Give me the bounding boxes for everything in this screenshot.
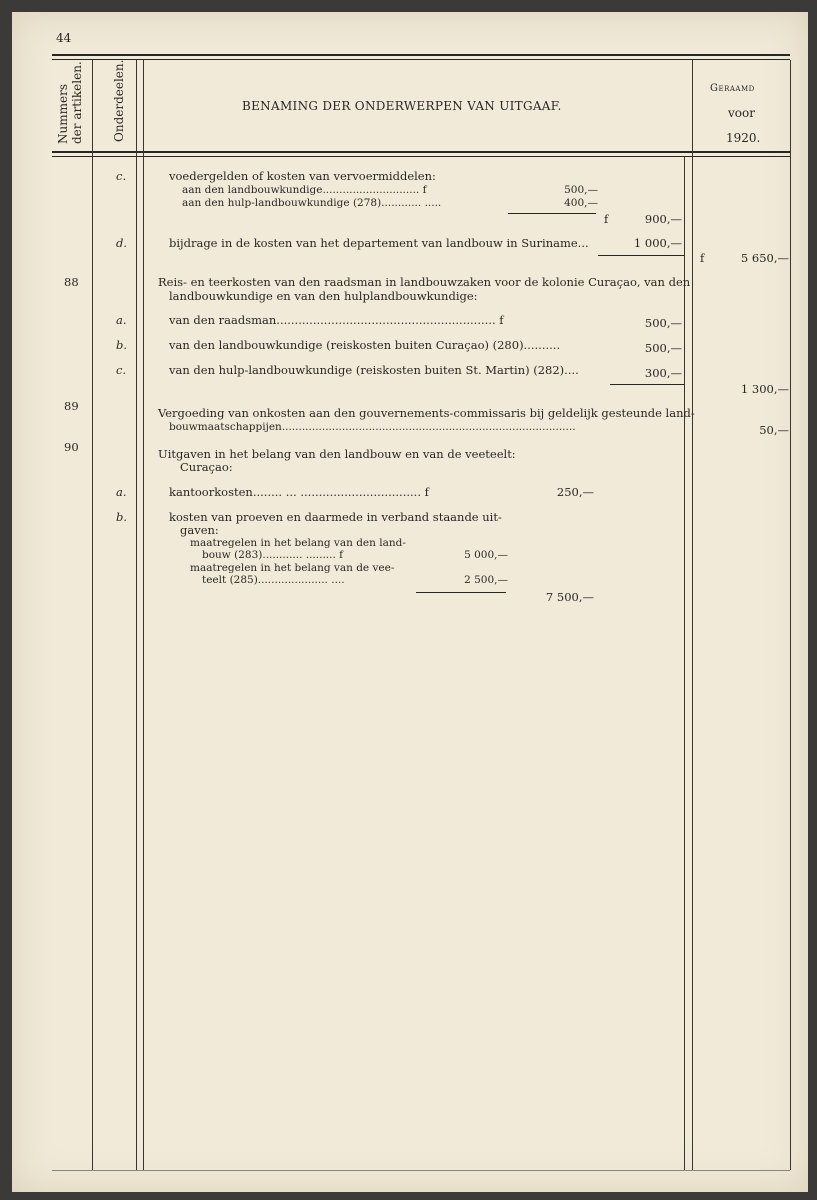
d-amount: 1 000,— — [633, 236, 682, 250]
header-voor: voor — [728, 106, 755, 120]
header-rule — [52, 151, 790, 153]
b90-sub1-line1: maatregelen in het belang van den land- — [190, 537, 406, 549]
column-divider-2 — [136, 60, 137, 1170]
header-year: 1920. — [726, 131, 761, 145]
art90-text-line1: Uitgaven in het belang van den landbouw en van de veeteelt: — [158, 447, 516, 461]
d-label: d. — [116, 236, 128, 250]
header-nummers — [56, 61, 84, 144]
column-divider-3 — [143, 60, 144, 1170]
c88-text: van den hulp-landbouwkundige (reiskosten buiten St. Martin) (282).... — [169, 363, 579, 377]
art88-text-line2: landbouwkundige en van den hulplandbouwkundige: — [169, 289, 478, 303]
art87-total-f: f — [700, 251, 705, 265]
c1-line1-amount: 500,— — [564, 184, 598, 196]
b90-label: b. — [116, 510, 128, 524]
b90-total: 7 500,— — [545, 590, 594, 604]
art88-text-line1: Reis- en teerkosten van den raadsman in landbouwzaken voor de kolonie Curaçao, van den — [158, 275, 691, 289]
header-onderdeelen: Onderdeelen. — [112, 59, 126, 142]
a90-text: kantoorkosten........ ... ................................. f — [169, 485, 429, 499]
art87-total: 5 650,— — [740, 251, 789, 265]
header-nummers-line2: der artikelen. — [70, 61, 84, 144]
c1-subtotal-rule — [508, 213, 596, 214]
c1-total: 900,— — [644, 212, 682, 226]
a88-text: van den raadsman............................................................ f — [169, 313, 504, 327]
b88-amount: 500,— — [644, 341, 682, 355]
column-divider-1 — [92, 60, 93, 1170]
b90-text-line2: gaven: — [180, 523, 219, 537]
a90-amount: 250,— — [556, 485, 594, 499]
c1-label: c. — [116, 169, 127, 183]
c1-title: voedergelden of kosten van vervoermiddelen: — [169, 169, 436, 183]
a88-amount: 500,— — [644, 316, 682, 330]
art90-number: 90 — [64, 440, 79, 454]
b90-sub2-amount: 2 500,— — [464, 574, 508, 586]
a90-label: a. — [116, 485, 127, 499]
art89-text-line2: bouwmaatschappijen........................................................................................ — [169, 421, 576, 433]
page-number: 44 — [56, 31, 72, 45]
b90-text-line1: kosten van proeven en daarmede in verband staande uit- — [169, 510, 502, 524]
b90-sub1-line2: bouw (283)............ ......... f — [202, 549, 344, 561]
top-rule — [52, 54, 790, 56]
b90-sub2-line1: maatregelen in het belang van de vee- — [190, 562, 395, 574]
header-benaming: BENAMING DER ONDERWERPEN VAN UITGAAF. — [242, 99, 562, 113]
art89-total: 50,— — [759, 423, 789, 437]
a88-label: a. — [116, 313, 127, 327]
column-divider-5 — [692, 60, 693, 1170]
art88-subtotal-rule — [610, 384, 684, 385]
b88-text: van den landbouwkundige (reiskosten buiten Curaçao) (280).......... — [169, 338, 561, 352]
b90-sub1-amount: 5 000,— — [464, 549, 508, 561]
document-page — [12, 12, 808, 1192]
art88-total: 1 300,— — [740, 382, 789, 396]
column-divider-6 — [790, 60, 791, 1170]
column-divider-4 — [684, 157, 685, 1170]
d-subtotal-rule — [598, 255, 684, 256]
header-rule-thin — [52, 156, 790, 157]
b90-subtotal-rule — [416, 592, 506, 593]
art88-number: 88 — [64, 275, 79, 289]
b90-sub2-line2: teelt (285)..................... .... — [202, 574, 345, 586]
header-nummers-line1: Nummers — [56, 84, 70, 144]
top-rule-thin — [52, 59, 790, 60]
c1-total-f: f — [604, 212, 609, 226]
bottom-rule — [52, 1170, 790, 1171]
b88-label: b. — [116, 338, 128, 352]
c88-label: c. — [116, 363, 127, 377]
c1-line1: aan den landbouwkundige............................. f — [182, 184, 427, 196]
art89-number: 89 — [64, 399, 79, 413]
c88-amount: 300,— — [644, 366, 682, 380]
d-text: bijdrage in de kosten van het departement van landbouw in Suriname... — [169, 236, 589, 250]
art89-text-line1: Vergoeding van onkosten aan den gouvernements-commissaris bij geldelijk gesteunde land- — [158, 406, 695, 420]
c1-line2: aan den hulp-landbouwkundige (278)............ ..... — [182, 197, 442, 209]
art90-text-line2: Curaçao: — [180, 460, 233, 474]
header-geraamd: Geraamd — [710, 83, 755, 94]
c1-line2-amount: 400,— — [564, 197, 598, 209]
